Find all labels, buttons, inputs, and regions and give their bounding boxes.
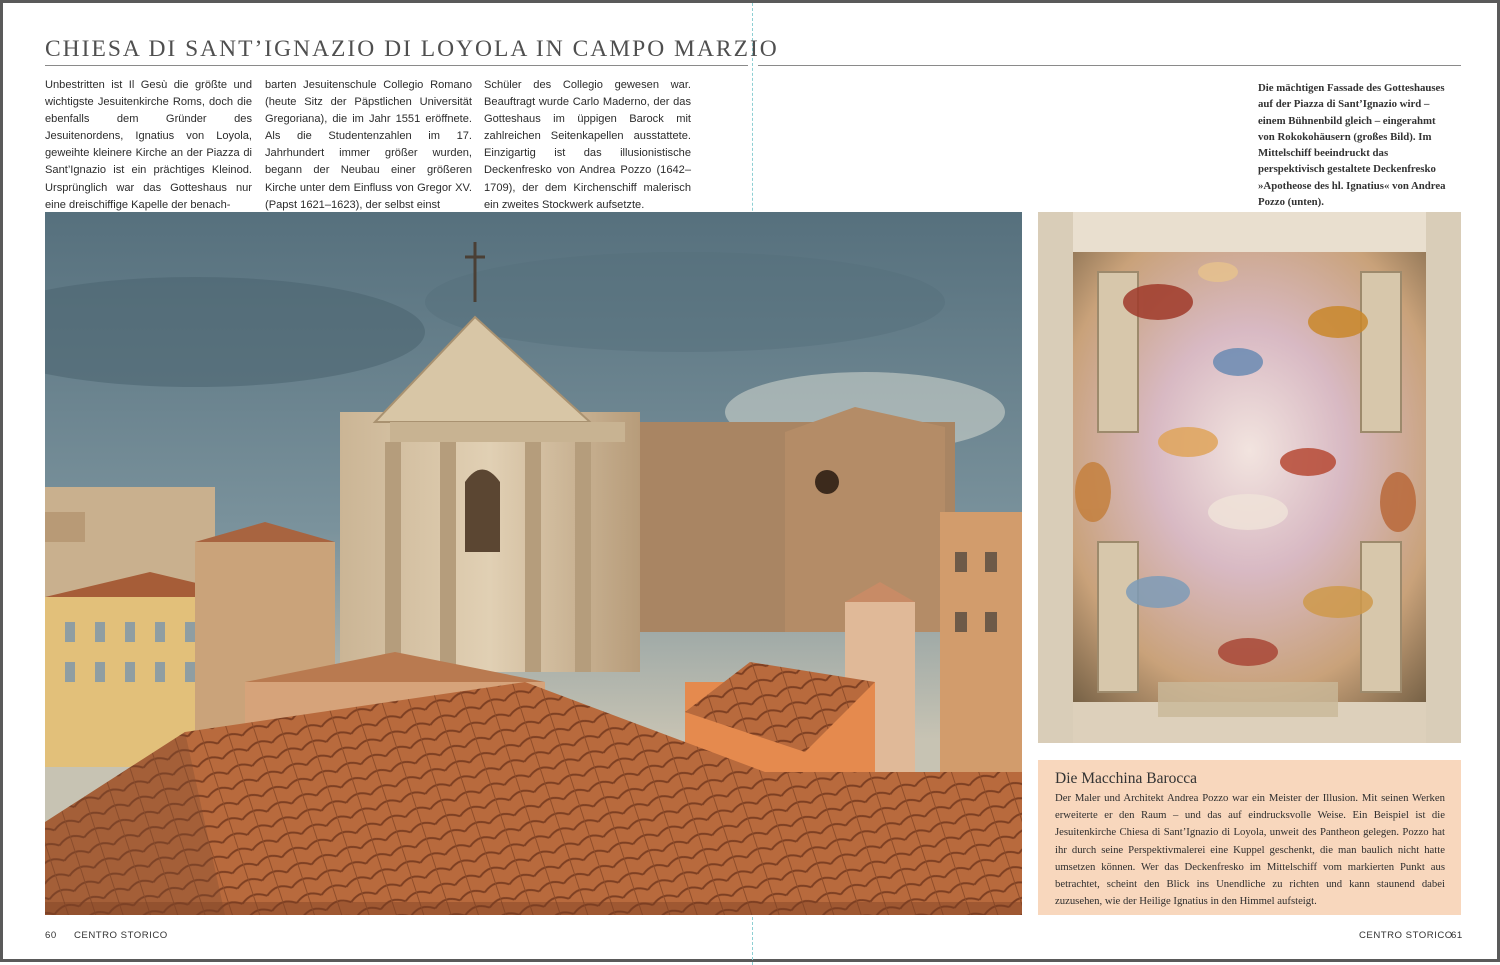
- right-page-number: 61: [1451, 930, 1463, 941]
- right-section-label: CENTRO STORICO: [1359, 930, 1453, 941]
- info-box-heading: Die Macchina Barocca: [1055, 770, 1198, 787]
- photo-caption: Die mächtigen Fassade des Gotteshauses auf der Piazza di Sant’Ignazio wird – einem Bühnenbild gleich – eingerahmt von Rokokohäusern (großes Bild). Im Mittelschiff beeindruckt das perspektivisch gestaltete Deckenfresko »Apotheose des hl. Ignatius« von Andrea Pozzo (unten).: [1258, 82, 1446, 209]
- left-page-number: 60: [45, 930, 57, 941]
- title-rule-left: [45, 65, 748, 66]
- body-column-2: barten Jesuitenschule Collegio Romano (heute Sitz der Päpstlichen Universität Gregoriana), die im Jahr 1551 eröffnete. Als die Studentenzahlen im 17. Jahrhundert immer größer wurden, begann der Neubau einer größeren Kirche unter dem Einfluss von Gregor XV. (Papst 1621–1623), der selbst einst: [265, 79, 472, 211]
- title-rule-right: [758, 65, 1461, 66]
- info-box: [1038, 760, 1461, 915]
- church-facade-photo: [45, 212, 1022, 915]
- article-title: CHIESA DI SANT’IGNAZIO DI LOYOLA IN CAMPO MARZIO: [45, 36, 779, 62]
- body-column-3: Schüler des Collegio gewesen war. Beauftragt wurde Carlo Maderno, der das Gotteshaus im üppigen Barock mit zahlreichen Seitenkapellen ausstattete. Einzigartig ist das illusionistische Deckenfresko von Andrea Pozzo (1642–1709), der dem Kirchenschiff malerisch ein zweites Stockwerk aufsetzte.: [484, 79, 691, 211]
- info-box-text: Der Maler und Architekt Andrea Pozzo war ein Meister der Illusion. Mit seinen Werken erweiterte er den Raum – und das auf eindrucksvolle Weise. Ein Beispiel ist die Jesuitenkirche Chiesa di Sant’Ignazio di Loyola, unweit des Pantheon gelegen. Pozzo hat ihr durch seine Perspektivmalerei eine Kuppel geschenkt, die man baulich nicht hatte umsetzen können. Wer das Deckenfresko im Mittelschiff vom markierten Punkt aus betrachtet, scheint den Blick ins Unendliche zu richten und kann staunend dabei zuzusehen, wie der Heilige Ignatius in den Himmel aufsteigt.: [1055, 792, 1445, 908]
- ceiling-fresco-photo: [1038, 212, 1461, 743]
- left-section-label: CENTRO STORICO: [74, 930, 168, 941]
- body-column-1: Unbestritten ist Il Gesù die größte und wichtigste Jesuitenkirche Roms, doch die ebenfalls dem Gründer des Jesuitenordens, Ignatius von Loyola, geweihte kleinere Kirche an der Piazza di Sant’Ignazio ist ein prächtiges Kleinod. Ursprünglich war das Gotteshaus nur eine dreischiffige Kapelle der benach-: [45, 79, 252, 211]
